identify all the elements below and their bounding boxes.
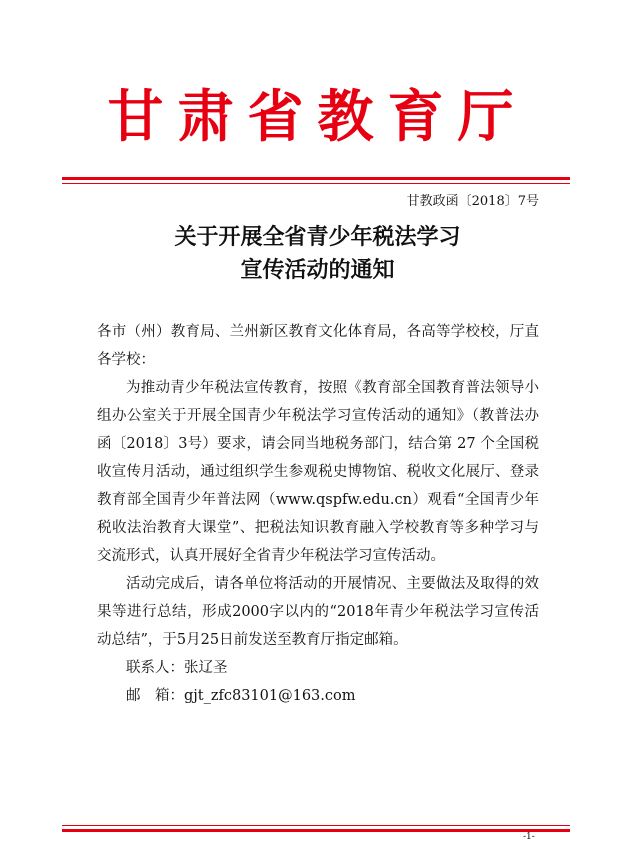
header-divider-thick <box>62 177 570 180</box>
contact-person: 联系人：张辽圣 <box>126 660 228 676</box>
document-body <box>97 318 539 710</box>
page-number: -1- <box>523 832 535 842</box>
header-divider-thin <box>62 183 570 184</box>
contact-email: 邮 箱：gjt_zfc83101@163.com <box>126 688 356 704</box>
footer-divider-thick <box>62 829 570 832</box>
footer-divider-thin <box>62 825 570 826</box>
document-header-title: 甘肃省教育厅 <box>107 84 528 150</box>
document-title-line-1: 关于开展全省青少年税法学习 <box>174 224 461 250</box>
salutation: 各市（州）教育局、兰州新区教育文化体育局，各高等学校校，厅直各学校： <box>97 324 539 368</box>
document-number: 甘教政函〔2018〕7号 <box>406 194 539 209</box>
document-title-line-2: 宣传活动的通知 <box>240 257 395 283</box>
paragraph-1: 为推动青少年税法宣传教育，按照《教育部全国教育普法领导小组办公室关于开展全国青少年税法学习宣传活动的通知》（教普法办函〔2018〕3号）要求，请会同当地税务部门，结合第 27 个全国税收宣传月活动，通过组织学生参观税史博物馆、税收文化展厅、登录教育部全国青少年普法网（www.qspfw.edu.cn）观看“全国青少年税收法治教育大课堂”、把税法知识教育融入学校教育等多种学习与交流形式，认真开展好全省青少年税法学习宣传活动。 <box>97 380 539 564</box>
paragraph-2: 活动完成后，请各单位将活动的开展情况、主要做法及取得的效果等进行总结，形成2000字以内的“2018年青少年税法学习宣传活动总结”，于5月25日前发送至教育厅指定邮箱。 <box>97 576 539 648</box>
